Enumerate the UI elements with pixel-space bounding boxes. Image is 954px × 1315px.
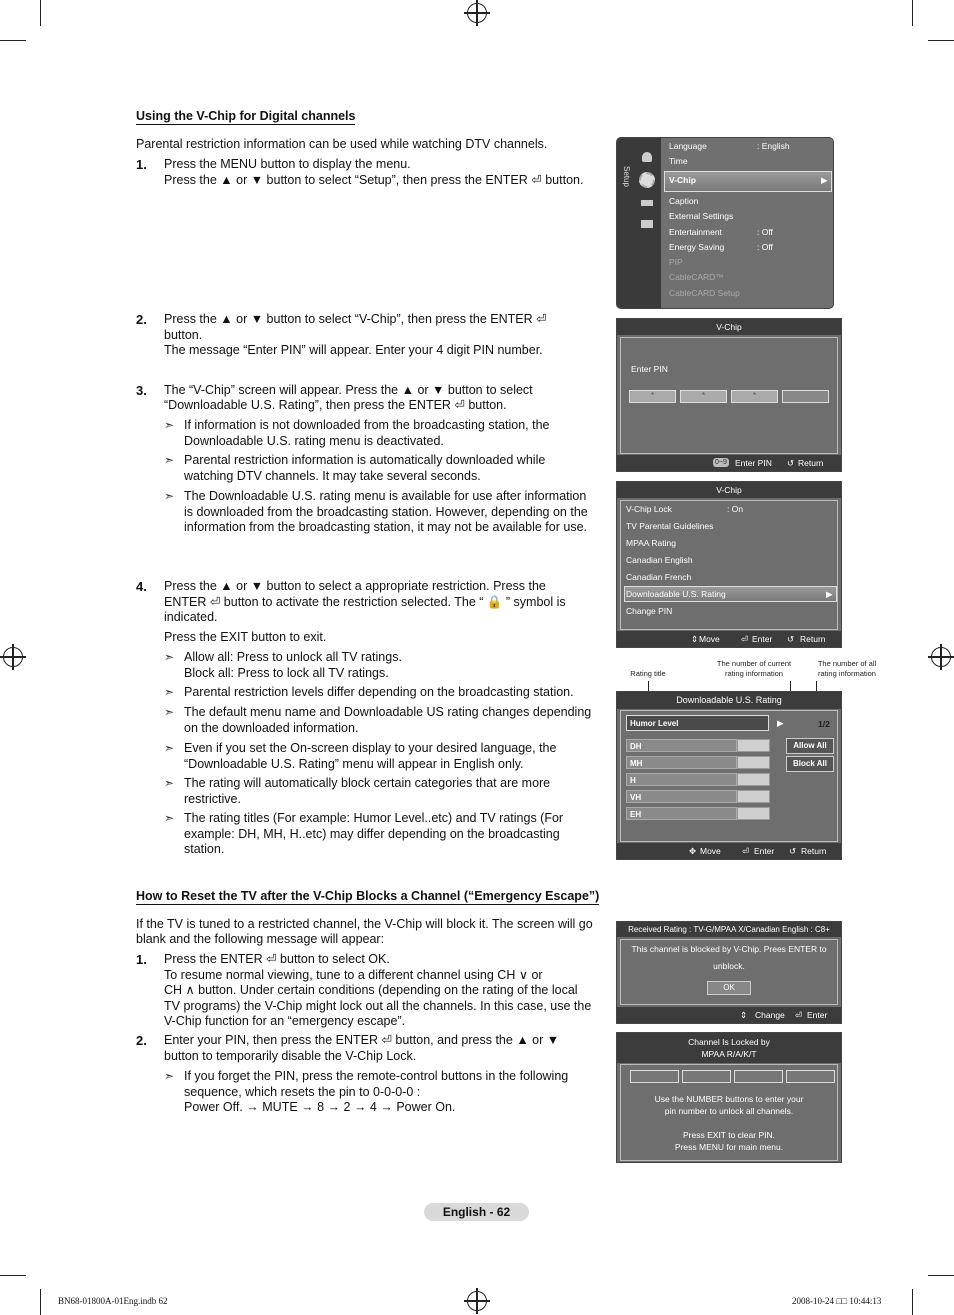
change-icon: ⇕ bbox=[740, 1010, 748, 1020]
block-all-button[interactable]: Block All bbox=[786, 756, 834, 772]
setup-menu-value: ▶ bbox=[821, 175, 828, 185]
vchip-menu-item[interactable]: V-Chip Lock bbox=[626, 504, 672, 514]
note-arrow-icon: ➣ bbox=[164, 650, 175, 664]
move-icon: ✥ bbox=[689, 846, 697, 856]
return-icon: ↺ bbox=[789, 846, 797, 856]
screen-title bbox=[617, 1033, 841, 1063]
downloadable-rating-screen bbox=[616, 691, 842, 860]
footer-move: Move bbox=[699, 634, 720, 644]
rating-lock-cell[interactable] bbox=[737, 790, 770, 803]
gear-icon bbox=[639, 172, 655, 188]
registration-mark-icon bbox=[3, 647, 23, 667]
footer-return: Return bbox=[801, 846, 827, 856]
rating-row[interactable]: H bbox=[626, 773, 737, 786]
setup-menu-value: : Off bbox=[757, 242, 773, 252]
footer-change: Change bbox=[755, 1010, 785, 1020]
channel-locked-screen bbox=[616, 1032, 842, 1163]
pin-prompt: Enter PIN bbox=[631, 364, 668, 374]
application-icon bbox=[641, 220, 653, 228]
pin-digit-box[interactable]: * bbox=[629, 390, 676, 403]
note-text: information from the broadcasting station, it may not be available for use. bbox=[184, 520, 587, 534]
step-text: indicated. bbox=[164, 610, 218, 624]
crop-mark bbox=[40, 0, 41, 26]
ok-button[interactable]: OK bbox=[707, 981, 751, 995]
pin-digit-box[interactable] bbox=[786, 1070, 835, 1083]
step-text: button to temporarily disable the V-Chip Lock. bbox=[164, 1048, 417, 1063]
intro-text: If the TV is tuned to a restricted channel, the V-Chip will block it. The screen will go bbox=[136, 917, 593, 931]
setup-menu-item[interactable]: Language bbox=[669, 141, 707, 151]
setup-menu-item[interactable]: Entertainment bbox=[669, 227, 722, 237]
note-arrow-icon: ➣ bbox=[164, 418, 175, 432]
footer-return: Return bbox=[798, 458, 824, 468]
number-key-badge: 0~9 bbox=[715, 459, 727, 466]
input-icon bbox=[641, 200, 653, 206]
locked-message: pin number to unlock all channels. bbox=[664, 1106, 794, 1116]
locked-rating: MPAA R/A/K/T bbox=[701, 1049, 757, 1059]
section-heading: How to Reset the TV after the V-Chip Blocks a Channel (“Emergency Escape”) bbox=[136, 889, 600, 903]
locked-message: Press EXIT to clear PIN. bbox=[683, 1130, 775, 1140]
locked-message: Press MENU for main menu. bbox=[674, 1142, 784, 1152]
setup-menu-item[interactable]: Energy Saving bbox=[669, 242, 725, 252]
enter-icon: ⏎ bbox=[742, 846, 750, 856]
note-text: Power Off. → MUTE → 8 → 2 → 4 → Power On. bbox=[184, 1100, 456, 1114]
crop-mark bbox=[928, 40, 954, 41]
screen-footer bbox=[617, 455, 841, 471]
note-arrow-icon: ➣ bbox=[164, 1069, 175, 1083]
step-text: Press the ENTER ⏎ button to select OK. bbox=[164, 952, 390, 966]
footer-enter: Enter bbox=[752, 634, 773, 644]
step-text: Enter your PIN, then press the ENTER ⏎ button, and press the ▲ or ▼ bbox=[164, 1033, 560, 1047]
registration-mark-icon bbox=[467, 1291, 487, 1311]
pin-digit-box[interactable] bbox=[682, 1070, 731, 1083]
step-number: 1. bbox=[136, 952, 147, 967]
note-arrow-icon: ➣ bbox=[164, 741, 175, 755]
step-text: Press the MENU button to display the menu. bbox=[164, 157, 411, 171]
rating-title-row[interactable]: Humor Level bbox=[626, 715, 769, 731]
setup-menu-item[interactable]: Time bbox=[669, 156, 688, 166]
file-info: BN68-01800A-01Eng.indb 62 bbox=[58, 1296, 168, 1306]
vchip-menu-value: ▶ bbox=[826, 589, 833, 599]
step-text: Press the ▲ or ▼ button to select a appropriate restriction. Press the bbox=[164, 579, 546, 593]
rating-row[interactable]: DH bbox=[626, 739, 737, 752]
rating-lock-cell[interactable] bbox=[737, 739, 770, 752]
pin-digit-box[interactable] bbox=[630, 1070, 679, 1083]
step-number: 1. bbox=[136, 157, 147, 172]
intro-text: Parental restriction information can be used while watching DTV channels. bbox=[136, 137, 548, 151]
crop-mark bbox=[40, 1289, 41, 1315]
note-text: If you forget the PIN, press the remote-control buttons in the following bbox=[184, 1069, 569, 1083]
crop-mark bbox=[912, 1289, 913, 1315]
note-text: The rating will automatically block certain categories that are more bbox=[184, 776, 551, 790]
screen-footer bbox=[617, 631, 841, 647]
pin-digit-box[interactable]: * bbox=[731, 390, 778, 403]
note-text: Allow all: Press to unlock all TV ratings. bbox=[184, 650, 402, 664]
screen-footer bbox=[617, 843, 841, 859]
note-text: Parental restriction information is automatically downloaded while bbox=[184, 453, 546, 467]
note-text: “Downloadable U.S. Rating” menu will appear in English only. bbox=[184, 756, 524, 771]
intro-text: blank and the following message will appear: bbox=[136, 932, 385, 946]
blocked-message: unblock. bbox=[713, 961, 745, 971]
vchip-menu-item[interactable]: Canadian English bbox=[626, 555, 693, 565]
rating-lock-cell[interactable] bbox=[737, 773, 770, 786]
note-text: The Downloadable U.S. rating menu is available for use after information bbox=[184, 489, 587, 503]
step-number: 4. bbox=[136, 579, 147, 594]
footer-enter: Enter bbox=[754, 846, 775, 856]
note-text: If information is not downloaded from the broadcasting station, the bbox=[184, 418, 550, 432]
setup-menu-value: : Off bbox=[757, 227, 773, 237]
note-arrow-icon: ➣ bbox=[164, 685, 175, 699]
pin-digit-box[interactable] bbox=[782, 390, 829, 403]
step-text: TV programs) the V-Chip might lock out all the channels. In this case, use the bbox=[164, 998, 592, 1013]
step-text: button. bbox=[164, 328, 203, 342]
return-icon: ↺ bbox=[787, 458, 795, 468]
note-arrow-icon: ➣ bbox=[164, 776, 175, 790]
note-text: station. bbox=[184, 842, 225, 856]
setup-menu-item[interactable]: V-Chip bbox=[669, 175, 696, 185]
note-arrow-icon: ➣ bbox=[164, 705, 175, 719]
crop-mark bbox=[928, 1275, 954, 1276]
setup-menu-item[interactable]: Caption bbox=[669, 196, 699, 206]
annotation-current: The number of current rating information bbox=[716, 659, 792, 678]
step-text: V-Chip function for an “emergency escape”. bbox=[164, 1014, 406, 1028]
pin-digit-box[interactable]: * bbox=[680, 390, 727, 403]
setup-menu-item[interactable]: CableCARD Setup bbox=[669, 288, 740, 298]
enter-icon: ⏎ bbox=[741, 634, 749, 644]
enter-pin-screen bbox=[616, 318, 842, 472]
note-text: Parental restriction levels differ depending on the broadcasting station. bbox=[184, 685, 574, 699]
timestamp: 2008-10-24 □□ 10:44:13 bbox=[792, 1296, 882, 1306]
right-arrow-icon: ▶ bbox=[777, 718, 784, 728]
note-text: watching DTV channels. It may take several seconds. bbox=[184, 468, 481, 483]
registration-mark-icon bbox=[931, 647, 951, 667]
enter-icon: ⏎ bbox=[795, 1010, 803, 1020]
note-text: Downloadable U.S. rating menu is deactivated. bbox=[184, 433, 444, 448]
setup-sidebar bbox=[617, 138, 661, 308]
step-number: 2. bbox=[136, 1033, 147, 1048]
registration-mark-icon bbox=[467, 3, 487, 23]
note-text: restrictive. bbox=[184, 791, 241, 806]
note-text: is downloaded from the broadcasting station. However, depending on the bbox=[184, 504, 588, 519]
footer-move: Move bbox=[700, 846, 721, 856]
vchip-menu-screen bbox=[616, 481, 842, 648]
rating-row[interactable]: VH bbox=[626, 790, 737, 803]
received-rating: Received Rating : TV-G/MPAA X/Canadian English : C8+ bbox=[617, 922, 841, 937]
note-arrow-icon: ➣ bbox=[164, 489, 175, 503]
note-arrow-icon: ➣ bbox=[164, 811, 175, 825]
step-text: ENTER ⏎ button to activate the restriction selected. The “ 🔒 ” symbol is bbox=[164, 595, 566, 609]
note-text: The rating titles (For example: Humor Level..etc) and TV ratings (For bbox=[184, 811, 564, 825]
rating-row[interactable]: EH bbox=[626, 807, 737, 820]
footer-enter: Enter bbox=[807, 1010, 828, 1020]
picture-icon bbox=[642, 152, 652, 162]
note-text: on the downloaded information. bbox=[184, 720, 359, 735]
step-number: 3. bbox=[136, 383, 147, 398]
locked-title: Channel Is Locked by bbox=[688, 1037, 770, 1047]
screen-title: V-Chip bbox=[617, 319, 841, 335]
step-text: CH ∧ button. Under certain conditions (depending on the rating of the local bbox=[164, 983, 578, 997]
channel-blocked-screen bbox=[616, 921, 842, 1024]
vchip-menu-item[interactable]: MPAA Rating bbox=[626, 538, 676, 548]
step-number: 2. bbox=[136, 312, 147, 327]
step-text: To resume normal viewing, tune to a different channel using CH ∨ or bbox=[164, 967, 543, 982]
rating-lock-cell[interactable] bbox=[737, 807, 770, 820]
note-text: sequence, which resets the pin to 0-0-0-0 : bbox=[184, 1084, 421, 1099]
setup-menu-value: : English bbox=[757, 141, 790, 151]
crop-mark bbox=[912, 0, 913, 26]
vchip-menu-item[interactable]: Change PIN bbox=[626, 606, 673, 616]
setup-menu-screen bbox=[616, 137, 834, 309]
footer-enter-pin: Enter PIN bbox=[735, 458, 772, 468]
note-text: The default menu name and Downloadable US rating changes depending bbox=[184, 705, 592, 719]
note-text: Block all: Press to lock all TV ratings. bbox=[184, 665, 389, 680]
screen-footer bbox=[617, 1007, 841, 1023]
annotation-rating-title: Rating title bbox=[630, 669, 666, 678]
vchip-menu-item[interactable]: TV Parental Guidelines bbox=[626, 521, 714, 531]
rating-row[interactable]: MH bbox=[626, 756, 737, 769]
page-number: English - 62 bbox=[424, 1203, 529, 1221]
allow-all-button[interactable]: Allow All bbox=[786, 738, 834, 754]
step-text: Press the EXIT button to exit. bbox=[164, 630, 327, 644]
vchip-menu-value: : On bbox=[727, 504, 744, 514]
step-text: Press the ▲ or ▼ button to select “Setup”, then press the ENTER ⏎ button. bbox=[164, 173, 584, 187]
locked-message: Use the NUMBER buttons to enter your bbox=[654, 1094, 804, 1104]
step-text: “Downloadable U.S. Rating”, then press the ENTER ⏎ button. bbox=[164, 398, 507, 412]
vchip-menu-item[interactable]: Canadian French bbox=[626, 572, 692, 582]
annotation-all: The number of all rating information bbox=[817, 659, 877, 678]
screen-title: Downloadable U.S. Rating bbox=[617, 692, 841, 709]
note-text: Even if you set the On-screen display to your desired language, the bbox=[184, 741, 557, 755]
vchip-menu-item[interactable]: Downloadable U.S. Rating bbox=[626, 589, 726, 599]
screen-title: V-Chip bbox=[617, 482, 841, 498]
footer-return: Return bbox=[800, 634, 826, 644]
note-text: example: DH, MH, H..etc) may differ depending on the broadcasting bbox=[184, 826, 560, 841]
page-counter: 1/2 bbox=[818, 719, 830, 729]
return-icon: ↺ bbox=[787, 634, 795, 644]
crop-mark bbox=[0, 40, 26, 41]
setup-side-label: Setup bbox=[622, 166, 631, 187]
pin-digit-box[interactable] bbox=[734, 1070, 783, 1083]
setup-menu-item[interactable]: PIP bbox=[669, 257, 683, 267]
step-text: The message “Enter PIN” will appear. Enter your 4 digit PIN number. bbox=[164, 343, 543, 357]
rating-lock-cell[interactable] bbox=[737, 756, 770, 769]
note-arrow-icon: ➣ bbox=[164, 453, 175, 467]
setup-menu-item[interactable]: External Settings bbox=[669, 211, 734, 221]
blocked-message: This channel is blocked by V-Chip. Prees ENTER to bbox=[631, 944, 827, 954]
move-icon: ⇕ bbox=[691, 634, 699, 644]
setup-menu-item[interactable]: CableCARD™ bbox=[669, 272, 724, 282]
crop-mark bbox=[0, 1275, 26, 1276]
step-text: The “V-Chip” screen will appear. Press the ▲ or ▼ button to select bbox=[164, 383, 533, 397]
step-text: Press the ▲ or ▼ button to select “V-Chip”, then press the ENTER ⏎ bbox=[164, 312, 547, 326]
section-heading: Using the V-Chip for Digital channels bbox=[136, 109, 356, 123]
